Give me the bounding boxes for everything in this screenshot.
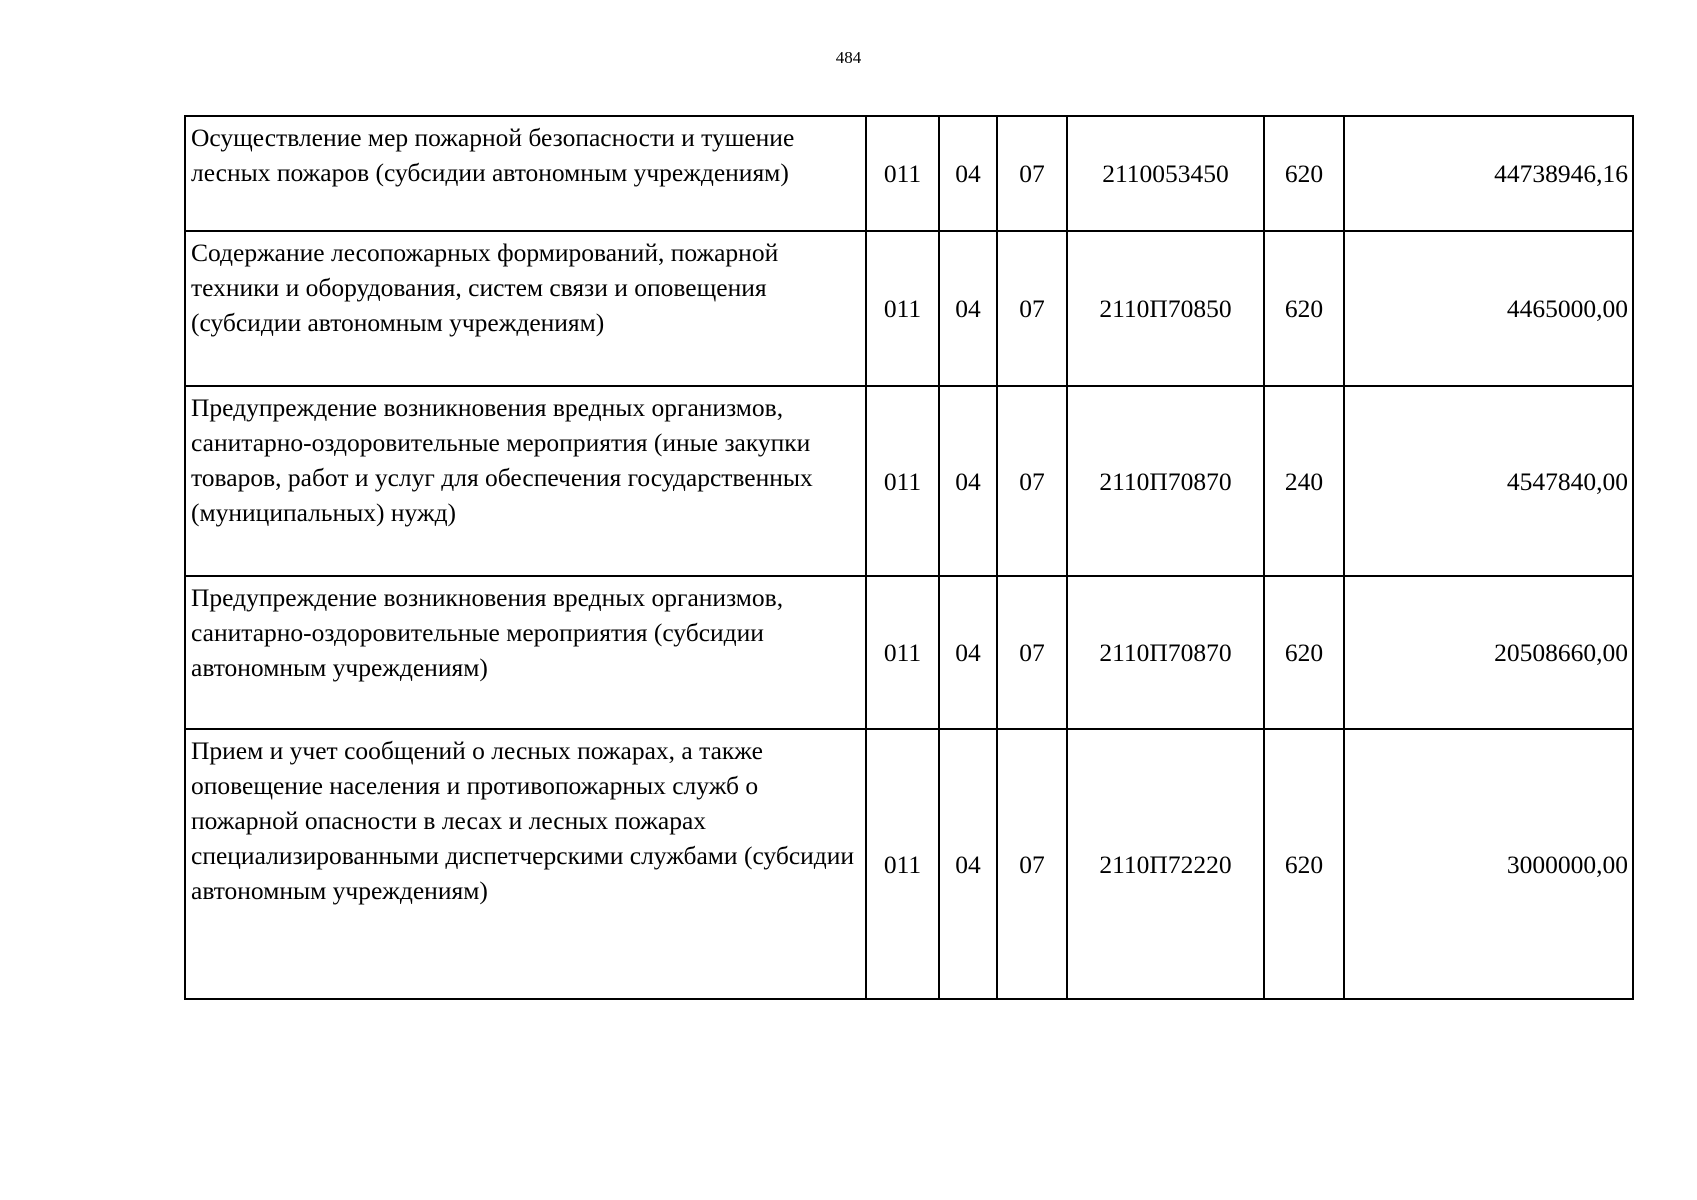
row-description: Содержание лесопожарных формирований, пожарной техники и оборудования, систем связи и оповещения (субсидии автономным учреждениям) [185, 231, 866, 386]
row-expense-type: 620 [1264, 576, 1344, 729]
table-row [185, 729, 1633, 999]
row-description: Предупреждение возникновения вредных организмов, санитарно-оздоровительные мероприятия (субсидии автономным учреждениям) [185, 576, 866, 729]
row-section-code: 04 [939, 116, 997, 231]
row-section-code: 04 [939, 729, 997, 999]
row-target-article: 2110053450 [1067, 116, 1264, 231]
row-target-article: 2110П72220 [1067, 729, 1264, 999]
row-expense-type: 620 [1264, 729, 1344, 999]
table-row [185, 576, 1633, 729]
row-amount: 44738946,16 [1344, 116, 1633, 231]
row-amount: 20508660,00 [1344, 576, 1633, 729]
page-number: 484 [835, 48, 862, 67]
row-subsection-code: 07 [997, 386, 1067, 576]
row-description: Предупреждение возникновения вредных организмов, санитарно-оздоровительные мероприятия (иные закупки товаров, работ и услуг для обеспечения государственных (муниципальных) нужд) [185, 386, 866, 576]
row-description: Прием и учет сообщений о лесных пожарах, а также оповещение населения и противопожарных служб о пожарной опасности в лесах и лесных пожарах специализированными диспетчерскими службами (субсидии автономным учреждениям) [185, 729, 866, 999]
row-expense-type: 240 [1264, 386, 1344, 576]
row-ministry-code: 011 [866, 231, 939, 386]
row-subsection-code: 07 [997, 231, 1067, 386]
table-row [185, 386, 1633, 576]
row-target-article: 2110П70850 [1067, 231, 1264, 386]
row-ministry-code: 011 [866, 576, 939, 729]
row-expense-type: 620 [1264, 116, 1344, 231]
row-ministry-code: 011 [866, 116, 939, 231]
row-ministry-code: 011 [866, 729, 939, 999]
budget-table [184, 115, 1634, 1000]
table-row [185, 231, 1633, 386]
row-expense-type: 620 [1264, 231, 1344, 386]
row-section-code: 04 [939, 576, 997, 729]
row-amount: 3000000,00 [1344, 729, 1633, 999]
row-ministry-code: 011 [866, 386, 939, 576]
row-amount: 4465000,00 [1344, 231, 1633, 386]
row-subsection-code: 07 [997, 576, 1067, 729]
row-target-article: 2110П70870 [1067, 576, 1264, 729]
row-subsection-code: 07 [997, 729, 1067, 999]
row-section-code: 04 [939, 386, 997, 576]
row-section-code: 04 [939, 231, 997, 386]
row-description: Осуществление мер пожарной безопасности и тушение лесных пожаров (субсидии автономным учреждениям) [185, 116, 866, 231]
table-row [185, 116, 1633, 231]
row-amount: 4547840,00 [1344, 386, 1633, 576]
row-subsection-code: 07 [997, 116, 1067, 231]
row-target-article: 2110П70870 [1067, 386, 1264, 576]
